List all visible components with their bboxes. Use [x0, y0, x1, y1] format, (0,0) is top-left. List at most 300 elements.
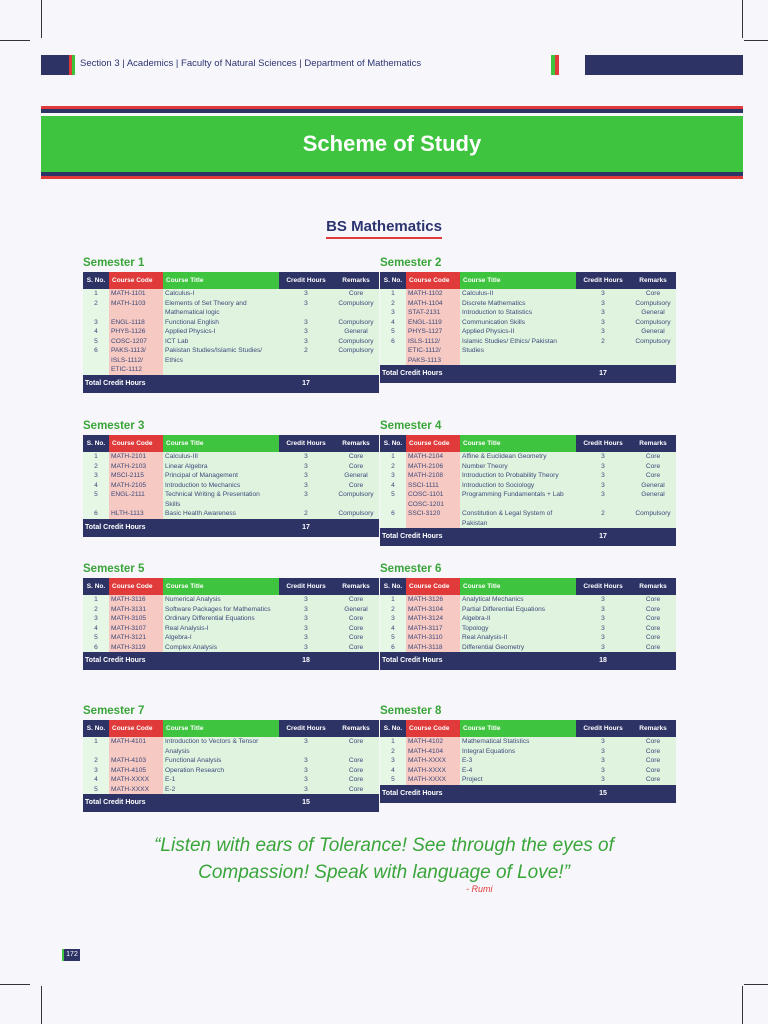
- cell-remarks: Core: [333, 766, 379, 776]
- total-label: Total Credit Hours: [83, 652, 279, 670]
- col-header-title: Course Title: [163, 272, 279, 289]
- total-empty: [333, 794, 379, 812]
- cell-code: MATH-2105: [109, 481, 163, 491]
- cell-title: Calculus-II: [460, 289, 576, 299]
- cell-title: E-4: [460, 766, 576, 776]
- col-header-sno: S. No.: [380, 272, 406, 289]
- crop-mark: [41, 0, 42, 38]
- cell-sno: 1: [83, 452, 109, 462]
- cell-code: PHYS-1127: [406, 327, 460, 337]
- table-header-row: [380, 720, 676, 737]
- cell-title: Numerical Analysis: [163, 595, 279, 605]
- cell-title: Communication Skills: [460, 318, 576, 328]
- cell-sno: 3: [380, 756, 406, 766]
- cell-remarks: Core: [333, 614, 379, 624]
- cell-credit: 3: [576, 766, 630, 776]
- col-header-credit: Credit Hours: [576, 578, 630, 595]
- col-header-remarks: Remarks: [333, 578, 379, 595]
- cell-credit: 3: [576, 289, 630, 299]
- total-empty: [630, 365, 676, 383]
- table-row: [83, 595, 379, 605]
- col-header-credit: Credit Hours: [576, 720, 630, 737]
- cell-title: Introduction to Sociology: [460, 481, 576, 491]
- cell-credit: 3: [576, 605, 630, 615]
- cell-title: Algebra-II: [460, 614, 576, 624]
- cell-code: HLTH-1113: [109, 509, 163, 519]
- cell-credit: 3: [576, 633, 630, 643]
- cell-title: Algebra-I: [163, 633, 279, 643]
- cell-remarks: Core: [333, 481, 379, 491]
- cell-remarks: Compulsory: [333, 490, 379, 509]
- cell-title: Partial Differential Equations: [460, 605, 576, 615]
- course-table: [380, 435, 676, 546]
- table-header-row: [380, 435, 676, 452]
- cell-remarks: General: [630, 481, 676, 491]
- quote-line: Compassion! Speak with language of Love!”: [198, 862, 570, 883]
- cell-remarks: Core: [333, 633, 379, 643]
- cell-code: MATH-XXXX: [109, 775, 163, 785]
- cell-sno: 2: [380, 605, 406, 615]
- col-header-title: Course Title: [460, 435, 576, 452]
- cell-credit: 3: [576, 624, 630, 634]
- semester-4: [380, 420, 676, 546]
- crop-mark: [0, 984, 30, 985]
- cell-credit: 3: [576, 490, 630, 509]
- cell-code: MATH-1104: [406, 299, 460, 309]
- cell-title: Calculus-I: [163, 289, 279, 299]
- cell-title: Mathematical Statistics: [460, 737, 576, 747]
- cell-credit: 3: [576, 471, 630, 481]
- cell-sno: 1: [380, 452, 406, 462]
- table-row: [83, 775, 379, 785]
- crop-mark: [0, 40, 30, 41]
- cell-credit: 3: [279, 605, 333, 615]
- semester-title: Semester 2: [380, 257, 442, 269]
- cell-credit: 3: [576, 614, 630, 624]
- total-row: [380, 652, 676, 670]
- total-value: 18: [279, 652, 333, 670]
- cell-remarks: Core: [630, 595, 676, 605]
- col-header-code: Course Code: [406, 272, 460, 289]
- table-row: [83, 462, 379, 472]
- cell-credit: 3: [279, 633, 333, 643]
- cell-credit: 3: [279, 775, 333, 785]
- quote-author: - Rumi: [466, 884, 493, 894]
- cell-title: Linear Algebra: [163, 462, 279, 472]
- cell-remarks: Core: [333, 785, 379, 795]
- table-row: [83, 756, 379, 766]
- cell-remarks: Core: [630, 633, 676, 643]
- course-table: [83, 720, 379, 812]
- course-table: [380, 272, 676, 383]
- cell-code: SSCI-3120: [406, 509, 460, 528]
- table-row: [83, 614, 379, 624]
- cell-credit: 3: [279, 452, 333, 462]
- cell-credit: 3: [279, 643, 333, 653]
- cell-title: Number Theory: [460, 462, 576, 472]
- cell-credit: 3: [576, 327, 630, 337]
- cell-credit: 2: [279, 509, 333, 519]
- total-label: Total Credit Hours: [83, 794, 279, 812]
- cell-sno: 4: [380, 481, 406, 491]
- col-header-code: Course Code: [406, 435, 460, 452]
- crop-mark: [744, 40, 768, 41]
- cell-sno: 3: [83, 766, 109, 776]
- total-value: 17: [279, 375, 333, 393]
- table-row: [380, 490, 676, 509]
- col-header-title: Course Title: [163, 720, 279, 737]
- cell-remarks: Compulsory: [630, 299, 676, 309]
- cell-remarks: Core: [630, 766, 676, 776]
- cell-credit: 3: [576, 452, 630, 462]
- col-header-title: Course Title: [460, 578, 576, 595]
- total-empty: [630, 528, 676, 546]
- table-row: [380, 756, 676, 766]
- cell-title: Programming Fundamentals + Lab: [460, 490, 576, 509]
- crop-mark: [744, 984, 768, 985]
- col-header-code: Course Code: [406, 720, 460, 737]
- cell-credit: 3: [576, 775, 630, 785]
- table-row: [380, 327, 676, 337]
- total-row: [83, 652, 379, 670]
- total-value: 17: [576, 528, 630, 546]
- cell-credit: 3: [576, 462, 630, 472]
- semester-5: [83, 563, 379, 670]
- col-header-code: Course Code: [109, 720, 163, 737]
- cell-title: Introduction to Mechanics: [163, 481, 279, 491]
- semester-title: Semester 7: [83, 705, 145, 717]
- breadcrumb: Section 3 | Academics | Faculty of Natural Sciences | Department of Mathematics: [80, 58, 422, 69]
- table-row: [380, 481, 676, 491]
- table-row: [380, 633, 676, 643]
- cell-code: MATH-3116: [109, 595, 163, 605]
- table-row: [380, 643, 676, 653]
- table-header-row: [380, 578, 676, 595]
- semester-title: Semester 4: [380, 420, 442, 432]
- total-label: Total Credit Hours: [380, 528, 576, 546]
- cell-remarks: Core: [630, 643, 676, 653]
- table-row: [380, 452, 676, 462]
- table-row: [380, 462, 676, 472]
- cell-title: Constitution & Legal System of Pakistan: [460, 509, 576, 528]
- cell-code: COSC-1101 COSC-1201: [406, 490, 460, 509]
- cell-sno: 2: [380, 299, 406, 309]
- cell-sno: 1: [83, 595, 109, 605]
- table-row: [83, 337, 379, 347]
- cell-sno: 4: [380, 624, 406, 634]
- col-header-title: Course Title: [460, 720, 576, 737]
- cell-code: MATH-2108: [406, 471, 460, 481]
- total-label: Total Credit Hours: [380, 785, 576, 803]
- semester-8: [380, 705, 676, 803]
- banner-stripe: [41, 109, 743, 113]
- cell-code: PAKS-1113/ ISLS-1112/ ETIC-1112: [109, 346, 163, 375]
- cell-sno: 5: [83, 337, 109, 347]
- col-header-credit: Credit Hours: [279, 578, 333, 595]
- course-table: [83, 272, 379, 393]
- total-row: [380, 528, 676, 546]
- cell-title: Software Packages for Mathematics: [163, 605, 279, 615]
- cell-credit: 3: [279, 481, 333, 491]
- cell-remarks: Core: [333, 289, 379, 299]
- semester-2: [380, 257, 676, 383]
- cell-code: ENGL-1118: [109, 318, 163, 328]
- col-header-sno: S. No.: [83, 578, 109, 595]
- cell-code: MATH-1102: [406, 289, 460, 299]
- table-row: [380, 775, 676, 785]
- table-row: [83, 766, 379, 776]
- cell-remarks: Core: [333, 452, 379, 462]
- semester-7: [83, 705, 379, 812]
- total-value: 15: [576, 785, 630, 803]
- col-header-sno: S. No.: [380, 578, 406, 595]
- cell-title: E-1: [163, 775, 279, 785]
- cell-remarks: Core: [333, 643, 379, 653]
- cell-credit: 2: [576, 337, 630, 366]
- table-row: [83, 471, 379, 481]
- table-row: [83, 509, 379, 519]
- col-header-credit: Credit Hours: [279, 435, 333, 452]
- col-header-credit: Credit Hours: [279, 272, 333, 289]
- semester-title: Semester 5: [83, 563, 145, 575]
- total-empty: [333, 519, 379, 537]
- cell-code: MATH-XXXX: [406, 766, 460, 776]
- cell-sno: 4: [380, 318, 406, 328]
- cell-title: Topology: [460, 624, 576, 634]
- cell-title: Applied Physics-I: [163, 327, 279, 337]
- cell-credit: 3: [576, 643, 630, 653]
- col-header-sno: S. No.: [83, 435, 109, 452]
- cell-credit: 3: [279, 462, 333, 472]
- page-number: 172: [64, 949, 80, 961]
- cell-title: Applied Physics-II: [460, 327, 576, 337]
- cell-code: MATH-3121: [109, 633, 163, 643]
- cell-code: MATH-3117: [406, 624, 460, 634]
- cell-code: MATH-3105: [109, 614, 163, 624]
- cell-code: STAT-2131: [406, 308, 460, 318]
- table-row: [83, 327, 379, 337]
- table-header-row: [83, 578, 379, 595]
- total-empty: [630, 652, 676, 670]
- cell-remarks: Core: [630, 775, 676, 785]
- cell-remarks: Compulsory: [333, 299, 379, 318]
- cell-code: MATH-2103: [109, 462, 163, 472]
- col-header-remarks: Remarks: [630, 720, 676, 737]
- cell-credit: 3: [279, 289, 333, 299]
- cell-remarks: Core: [333, 737, 379, 756]
- cell-title: Pakistan Studies/Islamic Studies/ Ethics: [163, 346, 279, 375]
- cell-credit: 3: [576, 756, 630, 766]
- cell-remarks: Core: [630, 452, 676, 462]
- total-value: 17: [279, 519, 333, 537]
- table-header-row: [83, 720, 379, 737]
- course-table: [380, 720, 676, 803]
- table-row: [83, 633, 379, 643]
- cell-sno: 4: [83, 624, 109, 634]
- cell-code: MSCI-2115: [109, 471, 163, 481]
- cell-remarks: Core: [630, 614, 676, 624]
- table-row: [380, 289, 676, 299]
- cell-sno: 1: [380, 289, 406, 299]
- total-label: Total Credit Hours: [83, 375, 279, 393]
- cell-title: Real Analysis-II: [460, 633, 576, 643]
- table-header-row: [83, 272, 379, 289]
- cell-code: MATH-2101: [109, 452, 163, 462]
- semester-title: Semester 8: [380, 705, 442, 717]
- table-row: [380, 624, 676, 634]
- cell-sno: 3: [83, 471, 109, 481]
- total-label: Total Credit Hours: [83, 519, 279, 537]
- table-row: [83, 605, 379, 615]
- cell-sno: 2: [380, 462, 406, 472]
- table-header-row: [83, 435, 379, 452]
- cell-credit: 2: [279, 346, 333, 375]
- col-header-sno: S. No.: [83, 272, 109, 289]
- table-row: [380, 509, 676, 528]
- total-row: [83, 375, 379, 393]
- cell-credit: 3: [279, 318, 333, 328]
- header-stripe: [555, 55, 559, 75]
- cell-title: Introduction to Statistics: [460, 308, 576, 318]
- quote: [0, 832, 768, 886]
- cell-code: MATH-3126: [406, 595, 460, 605]
- cell-title: E-3: [460, 756, 576, 766]
- cell-credit: 3: [576, 595, 630, 605]
- cell-code: MATH-3110: [406, 633, 460, 643]
- table-row: [380, 595, 676, 605]
- cell-remarks: Core: [630, 462, 676, 472]
- table-row: [83, 490, 379, 509]
- cell-code: MATH-4103: [109, 756, 163, 766]
- cell-code: MATH-3131: [109, 605, 163, 615]
- cell-remarks: General: [630, 490, 676, 509]
- cell-title: Integral Equations: [460, 747, 576, 757]
- cell-credit: 3: [279, 737, 333, 756]
- cell-sno: 2: [83, 299, 109, 318]
- cell-title: Differential Geometry: [460, 643, 576, 653]
- cell-remarks: Compulsory: [630, 509, 676, 528]
- cell-code: MATH-2106: [406, 462, 460, 472]
- cell-code: COSC-1207: [109, 337, 163, 347]
- cell-sno: 6: [380, 643, 406, 653]
- quote-line: “Listen with ears of Tolerance! See through the eyes of: [154, 835, 614, 856]
- cell-credit: 3: [576, 318, 630, 328]
- col-header-code: Course Code: [109, 272, 163, 289]
- cell-title: Project: [460, 775, 576, 785]
- cell-code: MATH-4105: [109, 766, 163, 776]
- cell-title: E-2: [163, 785, 279, 795]
- program-heading: [0, 218, 768, 239]
- cell-credit: 3: [279, 471, 333, 481]
- cell-sno: 6: [380, 509, 406, 528]
- cell-remarks: Core: [333, 595, 379, 605]
- cell-code: ENGL-2111: [109, 490, 163, 509]
- cell-sno: 6: [380, 337, 406, 366]
- col-header-remarks: Remarks: [630, 578, 676, 595]
- cell-sno: 4: [83, 327, 109, 337]
- cell-sno: 1: [380, 595, 406, 605]
- cell-remarks: Compulsory: [333, 318, 379, 328]
- cell-credit: 3: [576, 308, 630, 318]
- cell-title: Technical Writing & Presentation Skills: [163, 490, 279, 509]
- cell-credit: 3: [279, 624, 333, 634]
- table-row: [83, 299, 379, 318]
- crop-mark: [41, 986, 42, 1024]
- col-header-remarks: Remarks: [630, 272, 676, 289]
- cell-code: SSCI-1111: [406, 481, 460, 491]
- semester-6: [380, 563, 676, 670]
- cell-credit: 3: [279, 785, 333, 795]
- cell-title: ICT Lab: [163, 337, 279, 347]
- cell-credit: 3: [576, 299, 630, 309]
- cell-code: MATH-XXXX: [406, 756, 460, 766]
- cell-title: Introduction to Vectors & Tensor Analysis: [163, 737, 279, 756]
- cell-credit: 3: [279, 490, 333, 509]
- table-row: [380, 337, 676, 366]
- cell-sno: 3: [380, 471, 406, 481]
- course-table: [83, 435, 379, 537]
- table-row: [83, 785, 379, 795]
- cell-title: Calculus-III: [163, 452, 279, 462]
- cell-sno: 5: [380, 775, 406, 785]
- cell-sno: 3: [380, 614, 406, 624]
- cell-sno: 2: [83, 605, 109, 615]
- cell-sno: 4: [83, 481, 109, 491]
- cell-sno: 1: [83, 289, 109, 299]
- table-row: [380, 766, 676, 776]
- cell-credit: 3: [576, 481, 630, 491]
- cell-remarks: General: [630, 327, 676, 337]
- total-row: [380, 785, 676, 803]
- cell-sno: 1: [83, 737, 109, 756]
- table-row: [380, 605, 676, 615]
- cell-sno: 6: [83, 346, 109, 375]
- col-header-sno: S. No.: [83, 720, 109, 737]
- total-value: 18: [576, 652, 630, 670]
- cell-credit: 3: [279, 614, 333, 624]
- cell-code: MATH-3124: [406, 614, 460, 624]
- col-header-sno: S. No.: [380, 720, 406, 737]
- col-header-title: Course Title: [163, 578, 279, 595]
- cell-sno: 3: [83, 614, 109, 624]
- col-header-title: Course Title: [460, 272, 576, 289]
- cell-credit: 3: [279, 327, 333, 337]
- cell-title: Operation Research: [163, 766, 279, 776]
- cell-code: MATH-4104: [406, 747, 460, 757]
- table-row: [380, 747, 676, 757]
- cell-remarks: Core: [333, 624, 379, 634]
- col-header-code: Course Code: [406, 578, 460, 595]
- banner-stripe: [41, 176, 743, 179]
- cell-sno: 3: [83, 318, 109, 328]
- cell-remarks: Core: [333, 756, 379, 766]
- total-row: [83, 519, 379, 537]
- cell-credit: 3: [279, 766, 333, 776]
- total-row: [380, 365, 676, 383]
- cell-code: MATH-1103: [109, 299, 163, 318]
- cell-remarks: General: [333, 327, 379, 337]
- table-row: [83, 643, 379, 653]
- semester-title: Semester 3: [83, 420, 145, 432]
- col-header-credit: Credit Hours: [279, 720, 333, 737]
- cell-remarks: General: [333, 605, 379, 615]
- cell-credit: 3: [279, 595, 333, 605]
- cell-remarks: Compulsory: [630, 337, 676, 366]
- table-row: [380, 318, 676, 328]
- cell-remarks: Compulsory: [333, 509, 379, 519]
- cell-remarks: Core: [630, 605, 676, 615]
- cell-sno: 5: [380, 490, 406, 509]
